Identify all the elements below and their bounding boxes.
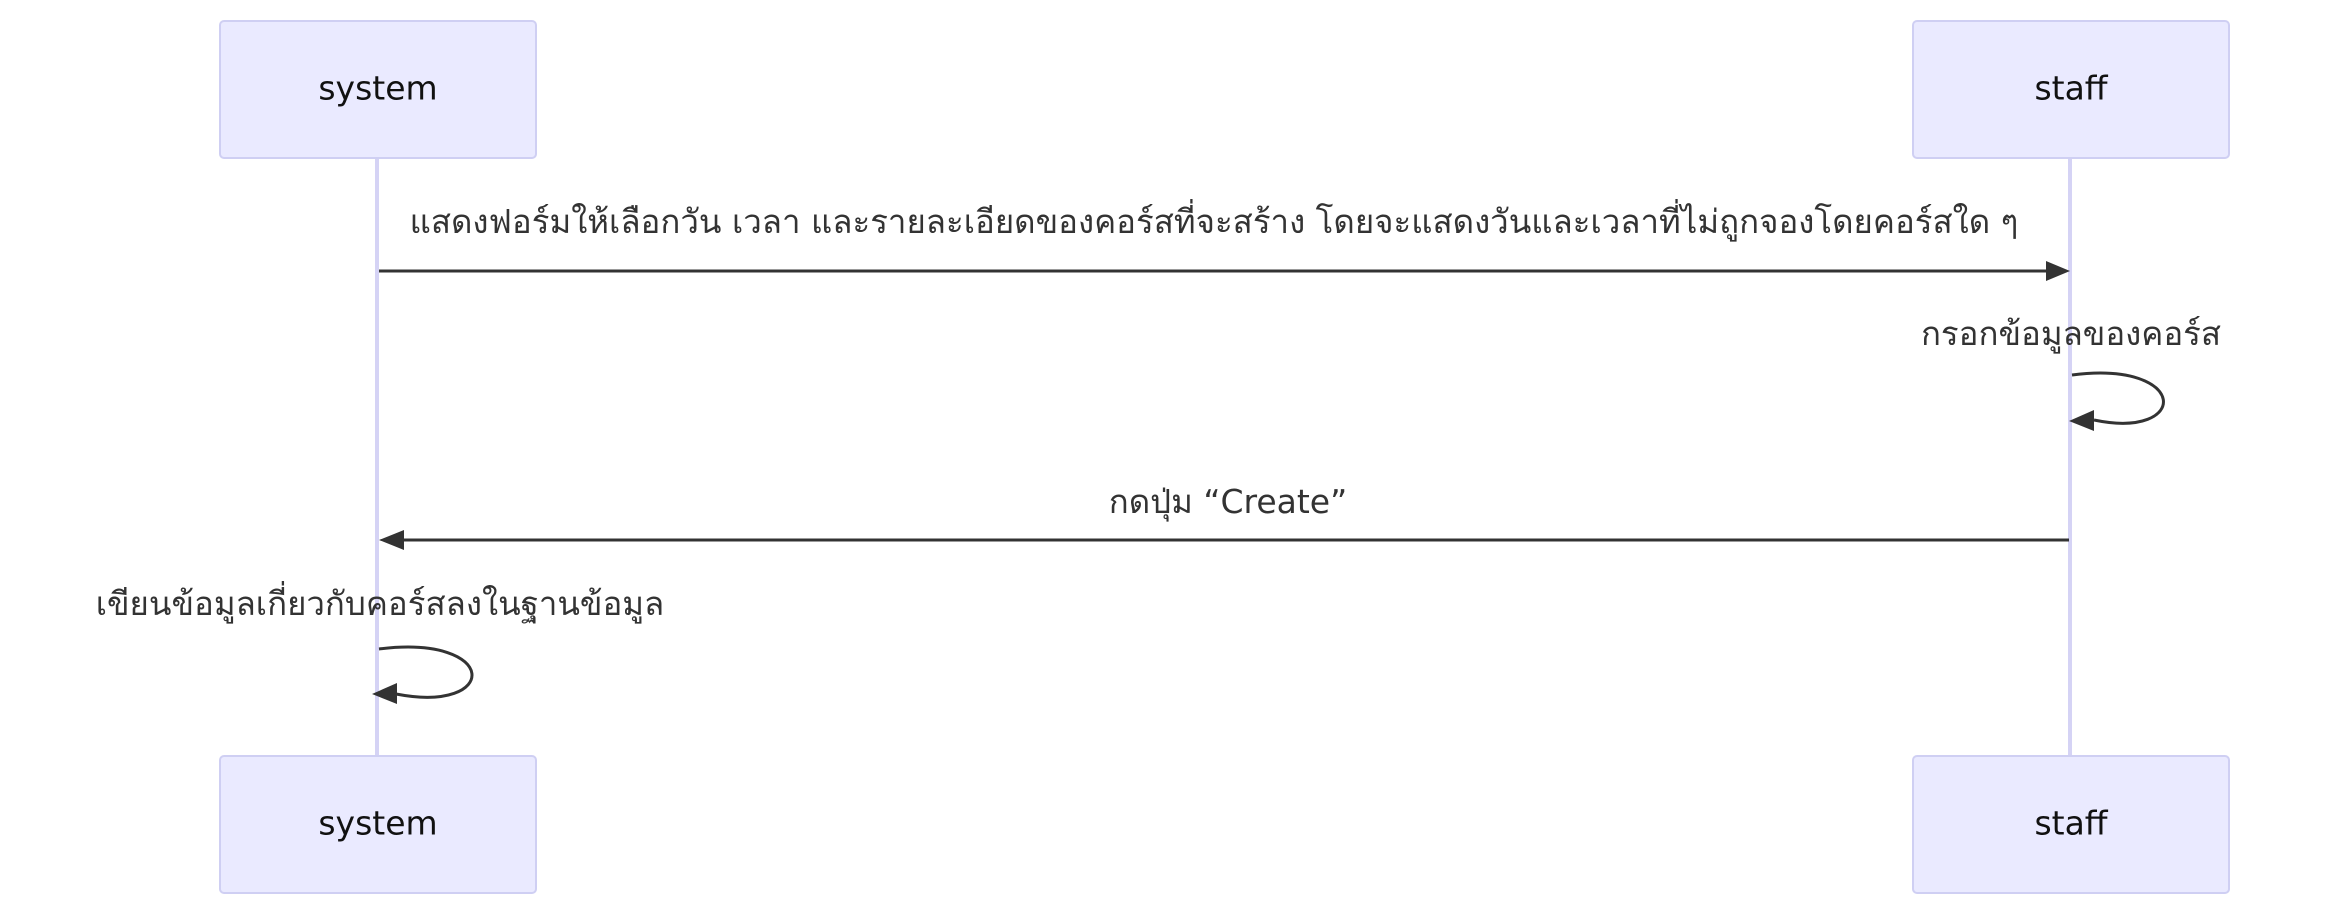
message-show-form <box>379 199 2070 281</box>
actor-label-system-top: system <box>318 68 438 108</box>
arrowhead-right-icon <box>2046 261 2070 281</box>
actor-system-top[interactable] <box>220 21 536 158</box>
actor-label-system-bottom: system <box>318 803 438 843</box>
actor-staff-top[interactable] <box>1913 21 2229 158</box>
message-write-database <box>96 581 665 704</box>
message-label-4: เขียนข้อมูลเกี่ยวกับคอร์สลงในฐานข้อมูล <box>95 584 665 623</box>
arrowhead-left-icon <box>379 530 404 550</box>
actor-staff-bottom[interactable] <box>1913 756 2229 893</box>
message-press-create <box>379 482 2069 550</box>
message-label-2: กรอกข้อมูลของคอร์ส <box>1920 314 2222 353</box>
message-label-1: แสดงฟอร์มให้เลือกวัน เวลา และรายละเอียดของคอร์สที่จะสร้าง โดยจะแสดงวันและเวลาที่ไม่ถูกจองโดยคอร์สใด ๆ <box>409 202 2019 241</box>
message-label-3: กดปุ่ม “Create” <box>1108 482 1348 521</box>
actor-system-bottom[interactable] <box>220 756 536 893</box>
actor-label-staff-bottom: staff <box>2034 803 2108 843</box>
actor-label-staff-top: staff <box>2034 68 2108 108</box>
arrowhead-left-icon <box>2069 410 2094 431</box>
